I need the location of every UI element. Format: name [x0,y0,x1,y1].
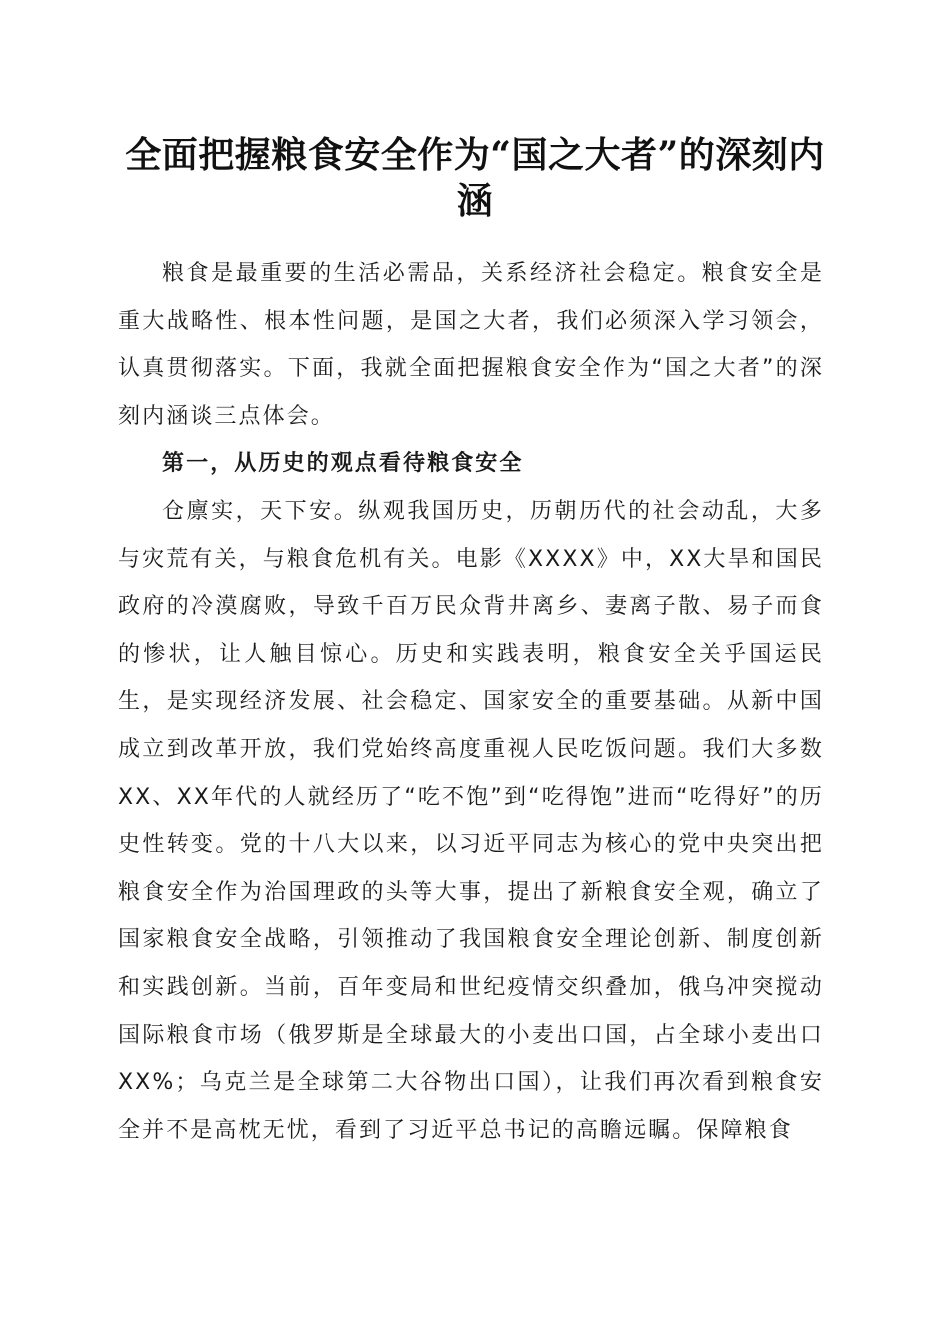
section-1-paragraph: 仓廪实，天下安。纵观我国历史，历朝历代的社会动乱，大多与灾荒有关，与粮食危机有关。电影《XXXX》中，XX大旱和国民政府的冷漠腐败，导致千百万民众背井离乡、妻离子散、易子而食的惨状，让人触目惊心。历史和实践表明，粮食安全关乎国运民生，是实现经济发展、社会稳定、国家安全的重要基础。从新中国成立到改革开放，我们党始终高度重视人民吃饭问题。我们大多数XX、XX年代的人就经历了“吃不饱”到“吃得饱”进而“吃得好”的历史性转变。党的十八大以来，以习近平同志为核心的党中央突出把粮食安全作为治国理政的头等大事，提出了新粮食安全观，确立了国家粮食安全战略，引领推动了我国粮食安全理论创新、制度创新和实践创新。当前，百年变局和世纪疫情交织叠加，俄乌冲突搅动国际粮食市场（俄罗斯是全球最大的小麦出口国，占全球小麦出口XX%；乌克兰是全球第二大谷物出口国），让我们再次看到粮食安全并不是高枕无忧，看到了习近平总书记的高瞻远瞩。保障粮食 [118,498,824,1143]
document-body [118,250,824,1154]
intro-paragraph: 粮食是最重要的生活必需品，关系经济社会稳定。粮食安全是重大战略性、根本性问题，是国之大者，我们必须深入学习领会，认真贯彻落实。下面，我就全面把握粮食安全作为“国之大者”的深刻内涵谈三点体会。 [118,261,824,429]
section-heading-1: 第一，从历史的观点看待粮食安全 [162,451,524,477]
document-title: 全面把握粮食安全作为“国之大者”的深刻内涵 [125,134,825,222]
